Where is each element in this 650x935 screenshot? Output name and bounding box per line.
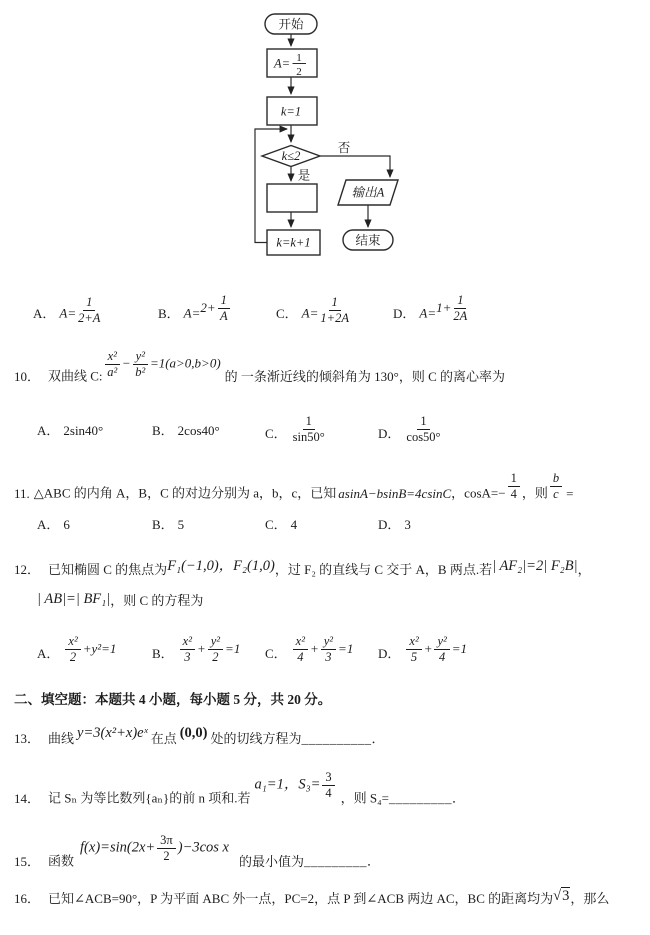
fraction: $\frac{3}{4}$ <box>322 771 334 800</box>
fraction: $\frac{\text{x²}}{3}$ <box>180 635 195 664</box>
stem-math: | AF₂|=2| F₂B| <box>492 558 578 574</box>
q10-option-d <box>378 414 443 449</box>
stem-text: ，过 F₂ 的直线与 C 交于 A，B 两点.若 <box>274 562 493 577</box>
option-text: 2sin40° <box>63 423 104 438</box>
fraction: $\frac{\text{x²}}{\text{a²}}$ <box>105 350 120 379</box>
fraction: $\frac{\text{x²}}{4}$ <box>293 635 308 664</box>
stem-text: ，那么 <box>570 891 610 906</box>
question-number: 16． <box>14 891 41 906</box>
option-label: C． <box>265 645 287 661</box>
fraction: $\frac{\text{y²}}{3}$ <box>321 635 336 664</box>
option-text: 4 <box>290 517 298 532</box>
branch-yes-label: 是 <box>297 168 311 183</box>
option-math: A= <box>419 305 437 321</box>
fraction: $\frac{b}{c}$ <box>550 472 562 501</box>
q10-option-b <box>152 420 220 439</box>
fraction: $\frac{\text{y²}}{2}$ <box>208 635 223 664</box>
option-math: =1 <box>451 640 468 656</box>
assign-a-numerator: 1 <box>296 52 302 64</box>
radical-symbol: √ <box>553 888 562 904</box>
assign-a-pre: A= <box>273 56 291 71</box>
flow-branch-no-line <box>320 156 390 177</box>
question-number: 11. <box>14 485 30 501</box>
option-math: A= <box>301 305 319 321</box>
hyperbola-formula <box>103 350 221 379</box>
q9-option-a <box>33 295 102 329</box>
stem-math: asinA−bsinB=4csinC <box>338 485 452 501</box>
option-label: B． <box>152 517 174 532</box>
question-10-stem <box>14 349 506 392</box>
fraction: $\frac{\text{y²}}{\text{b²}}$ <box>133 350 148 379</box>
stem-math: F₁(−1,0)，F₂(1,0) <box>167 558 275 574</box>
q11-option-c <box>265 514 297 533</box>
fraction: $\frac{1}{1+2A}$ <box>320 295 349 326</box>
stem-text: 曲线 <box>48 731 75 746</box>
option-math: A= <box>59 305 77 321</box>
fraction: $\frac{1}{A}$ <box>218 294 230 323</box>
option-label: D． <box>393 305 416 321</box>
q11-option-a <box>37 514 70 533</box>
q9-option-d <box>393 293 469 329</box>
assign-k-label: k=1 <box>280 104 302 119</box>
stem-formula: f(x)=sin(2x+ $\frac{3\pi}{2}$ )−3cos x <box>80 833 229 864</box>
option-label: C． <box>265 425 287 441</box>
stem-text: 处的切线方程为 <box>210 731 302 746</box>
q9-option-b <box>158 293 232 329</box>
question-number: 13． <box>14 731 41 746</box>
stem-text: ，则 <box>521 485 548 501</box>
stem-text: 双曲线 C: <box>48 368 103 384</box>
question-number: 14． <box>14 790 41 806</box>
fraction: $\frac{1}{\cos 50^\circ}$ <box>406 414 441 445</box>
condition-label: k≤2 <box>281 149 301 163</box>
option-math-lead: 1+ <box>436 299 452 315</box>
sqrt-3: √3 <box>553 888 570 904</box>
fraction: $\frac{\text{y²}}{4}$ <box>434 635 449 664</box>
stem-text: = <box>566 485 574 501</box>
stem-text: 已知∠ACB=90°，P 为平面 ABC 外一点，PC=2，点 P 到∠ACB 两边 AC，BC 的距离均为 <box>48 891 554 906</box>
option-math: +y²=1 <box>82 640 117 656</box>
stem-text: ． <box>371 731 385 746</box>
operator: − <box>121 355 131 371</box>
q12-option-c <box>265 634 354 669</box>
q10-option-c <box>265 414 327 449</box>
stem-text: ，则 C 的方程为 <box>110 593 204 608</box>
question-14 <box>14 770 466 814</box>
branch-no-label: 否 <box>337 141 351 155</box>
question-13 <box>14 725 385 748</box>
option-label: A． <box>37 645 60 661</box>
option-text: 2cos40° <box>177 423 220 438</box>
option-label: B． <box>158 305 180 321</box>
fraction: $\frac{\text{x²}}{2}$ <box>65 635 80 664</box>
option-label: A． <box>37 517 60 532</box>
stem-text: 在点 <box>150 731 177 746</box>
option-text: 3 <box>404 517 411 532</box>
stem-text: 已知椭圆 C 的焦点为 <box>48 562 168 577</box>
option-math: =1 <box>338 640 354 656</box>
stem-math: | AB|=| BF₁| <box>37 591 111 607</box>
answer-blank: _________ <box>304 853 368 869</box>
question-number: 15． <box>14 853 41 869</box>
question-11-stem <box>14 471 574 509</box>
question-number: 10． <box>14 368 41 384</box>
program-flowchart <box>230 2 430 264</box>
fraction: $\frac{1}{2A}$ <box>453 293 468 324</box>
section-2-heading: 二、填空题：本题共 4 小题，每小题 5 分，共 20 分。 <box>14 692 332 707</box>
q12-option-d <box>378 634 468 669</box>
option-label: B． <box>152 645 174 661</box>
stem-text: △ABC 的内角 A，B，C 的对边分别为 a，b，c，已知 <box>33 485 337 501</box>
operator: + <box>423 640 433 656</box>
q9-option-c <box>276 295 351 329</box>
fraction: $\frac{1}{4}$ <box>508 472 520 501</box>
formula-tail: =1(a>0,b>0) <box>149 355 221 371</box>
option-label: B． <box>152 423 174 438</box>
option-math-lead: 2+ <box>200 299 216 315</box>
operator: + <box>309 640 319 656</box>
option-label: A． <box>33 305 56 321</box>
option-label: C． <box>265 517 287 532</box>
stem-text: 的最小值为 <box>239 853 305 869</box>
stem-text: 记 Sₙ 为等比数列{aₙ}的前 n 项和.若 <box>48 790 251 806</box>
option-label: D． <box>378 425 401 441</box>
stem-math: (0,0) <box>179 725 208 741</box>
stem-text: 的 一条渐近线的倾斜角为 130°，则 C 的离心率为 <box>224 368 506 384</box>
option-label: D． <box>378 517 401 532</box>
option-math: =1 <box>225 640 241 656</box>
answer-blank: __________ <box>301 731 372 746</box>
question-12-stem-line2 <box>37 590 203 610</box>
fraction: $\frac{\text{x²}}{5}$ <box>406 635 421 664</box>
operator: + <box>196 640 206 656</box>
q12-option-b <box>152 634 241 669</box>
fraction: $\frac{1}{2+A}$ <box>78 295 101 326</box>
fraction: $\frac{1}{\sin 50^\circ}$ <box>292 414 325 445</box>
stem-text: 函数 <box>48 853 75 869</box>
output-label: 输出A <box>351 185 385 200</box>
q12-option-a <box>37 634 117 669</box>
stem-text: ． <box>452 790 466 806</box>
q10-option-a <box>37 420 103 439</box>
answer-blank: _________ <box>389 790 453 806</box>
q11-option-b <box>152 514 184 533</box>
question-number: 12． <box>14 562 41 577</box>
start-label: 开始 <box>278 17 304 32</box>
assign-a-denominator: 2 <box>296 66 302 78</box>
option-label: D． <box>378 645 401 661</box>
end-label: 结束 <box>355 233 381 248</box>
increment-label: k=k+1 <box>276 235 311 250</box>
question-16 <box>14 888 609 908</box>
stem-text: ， <box>577 562 591 577</box>
stem-text: ，cosA=− <box>451 485 506 501</box>
stem-math: y=3(x²+x)eˣ <box>77 725 148 741</box>
fraction: $\frac{3\pi}{2}$ <box>157 834 176 863</box>
option-text: 5 <box>177 517 185 532</box>
blank-process-node <box>267 184 317 212</box>
stem-text: ，则 S₄= <box>340 790 390 806</box>
option-math: A= <box>183 305 201 321</box>
stem-formula: a₁=1，S₃= $\frac{3}{4}$ <box>255 771 337 800</box>
q11-option-d <box>378 514 411 533</box>
question-15 <box>14 833 381 877</box>
question-12-stem-line1 <box>14 558 591 579</box>
stem-text: ． <box>367 853 381 869</box>
option-text: 6 <box>63 517 70 532</box>
option-label: C． <box>276 305 298 321</box>
option-label: A． <box>37 423 60 438</box>
